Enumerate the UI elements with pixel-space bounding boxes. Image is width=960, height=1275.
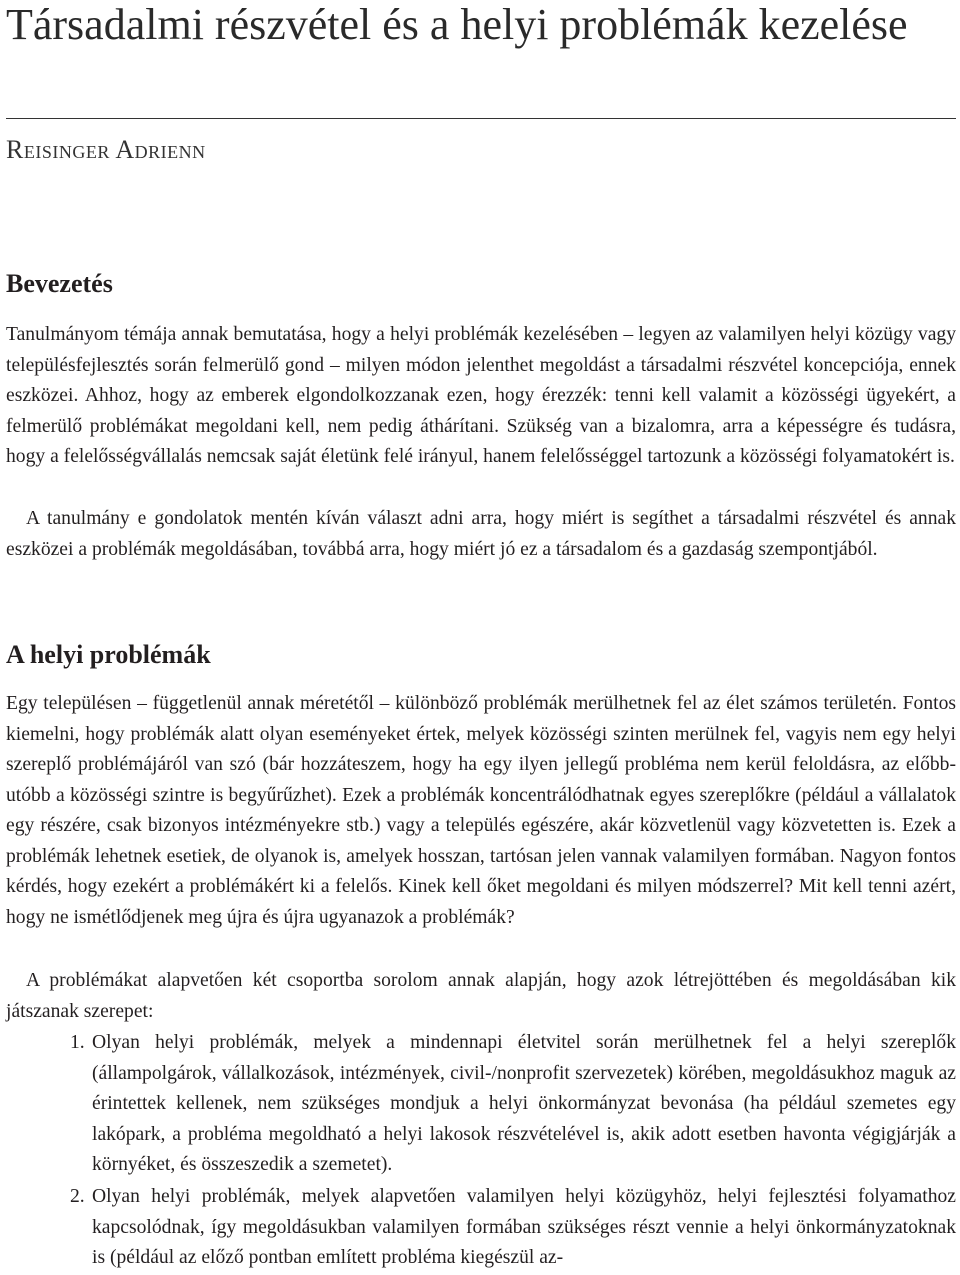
list-item-number: 2. [70,1186,85,1207]
list-item-number: 1. [70,1032,85,1053]
list-item-text: Olyan helyi problémák, melyek a mindennapi életvitel során merülhetnek fel a helyi szereplők (állampolgárok, vállalkozások, intézmények, civil-/nonprofit szervezetek) körében, megoldásukhoz maguk az érintettek kellenek, nem szükséges mondjuk a helyi önkormányzat bevonása (ha például szemetes egy lakópark, a probléma megoldható a helyi lakosok részvételével is, akik adott esetben havonta végigjárják a környéket, és összeszedik a szemetet). [92,1032,956,1175]
problems-paragraph-2: A problémákat alapvetően két csoportba sorolom annak alapján, hogy azok létrejöttében és megoldásában kik játszanak szerepet: [6,970,956,1022]
section-heading-intro: Bevezetés [6,269,113,298]
intro-paragraph-2: A tanulmány e gondolatok mentén kíván választ adni arra, hogy miért is segíthet a társadalmi részvétel és annak eszközei a problémák megoldásában, továbbá arra, hogy miért jó ez a társadalom és a gazdaság szempontjából. [6,508,956,560]
list-item-text: Olyan helyi problémák, melyek alapvetően valamilyen helyi közügyhöz, helyi fejlesztési folyamathoz kapcsolódnak, így megoldásukban valamilyen formában szükséges részt vennie a helyi önkormányzatoknak is (például az előző pontban említett probléma kiegészül az- [92,1186,956,1268]
problems-paragraph-1: Egy településen – függetlenül annak méretétől – különböző problémák merülhetnek fel az élet számos területén. Fontos kiemelni, hogy problémák alatt olyan eseményeket értek, melyek közösségi szinten merülnek fel, vagyis nem egy helyi szereplő problémájáról van szó (bár hozzáteszem, hogy ha egy ilyen jellegű probléma nem kerül feloldásra, az előbb-utóbb a közösségi szintre is begyűrűzhet). Ezek a problémák koncentrálódhatnak egyes szereplőkre (például a vállalatok egy részére, csak bizonyos intézményekre stb.) vagy a település egészére, akár közvetlenül vagy közvetetten is. Ezek a problémák lehetnek esetiek, de olyanok is, amelyek hosszan, tartósan jelen vannak valamilyen formában. Nagyon fontos kérdés, hogy ezekért a problémákért ki a felelős. Kinek kell őket megoldani és milyen módszerrel? Mit kell tenni azért, hogy ne ismétlődjenek meg újra és újra ugyanazok a problémák? [6,693,956,928]
section-heading-local-problems: A helyi problémák [6,640,211,669]
list-item [70,1182,956,1274]
author-name: Reisinger Adrienn [6,135,206,164]
list-item [70,1028,956,1181]
title-divider [6,118,956,119]
intro-paragraph-1: Tanulmányom témája annak bemutatása, hogy a helyi problémák kezelésében – legyen az valamilyen helyi közügy vagy településfejlesztés során felmerülő gond – milyen módon jelenthet megoldást a társadalmi részvétel koncepciója, ennek eszközei. Ahhoz, hogy az emberek elgondolkozzanak ezen, hogy érezzék: tenni kell valamit a közösségi ügyekért, a felmerülő problémákat megoldani kell, nem pedig áthárítani. Szükség van a bizalomra, arra a képességre és tudásra, hogy a felelősségvállalás nemcsak saját életünk felé irányul, hanem felelősséggel tartozunk a közösségi folyamatokért is. [6,324,956,467]
article-title: Társadalmi részvétel és a helyi problémák kezelése [6,0,908,49]
